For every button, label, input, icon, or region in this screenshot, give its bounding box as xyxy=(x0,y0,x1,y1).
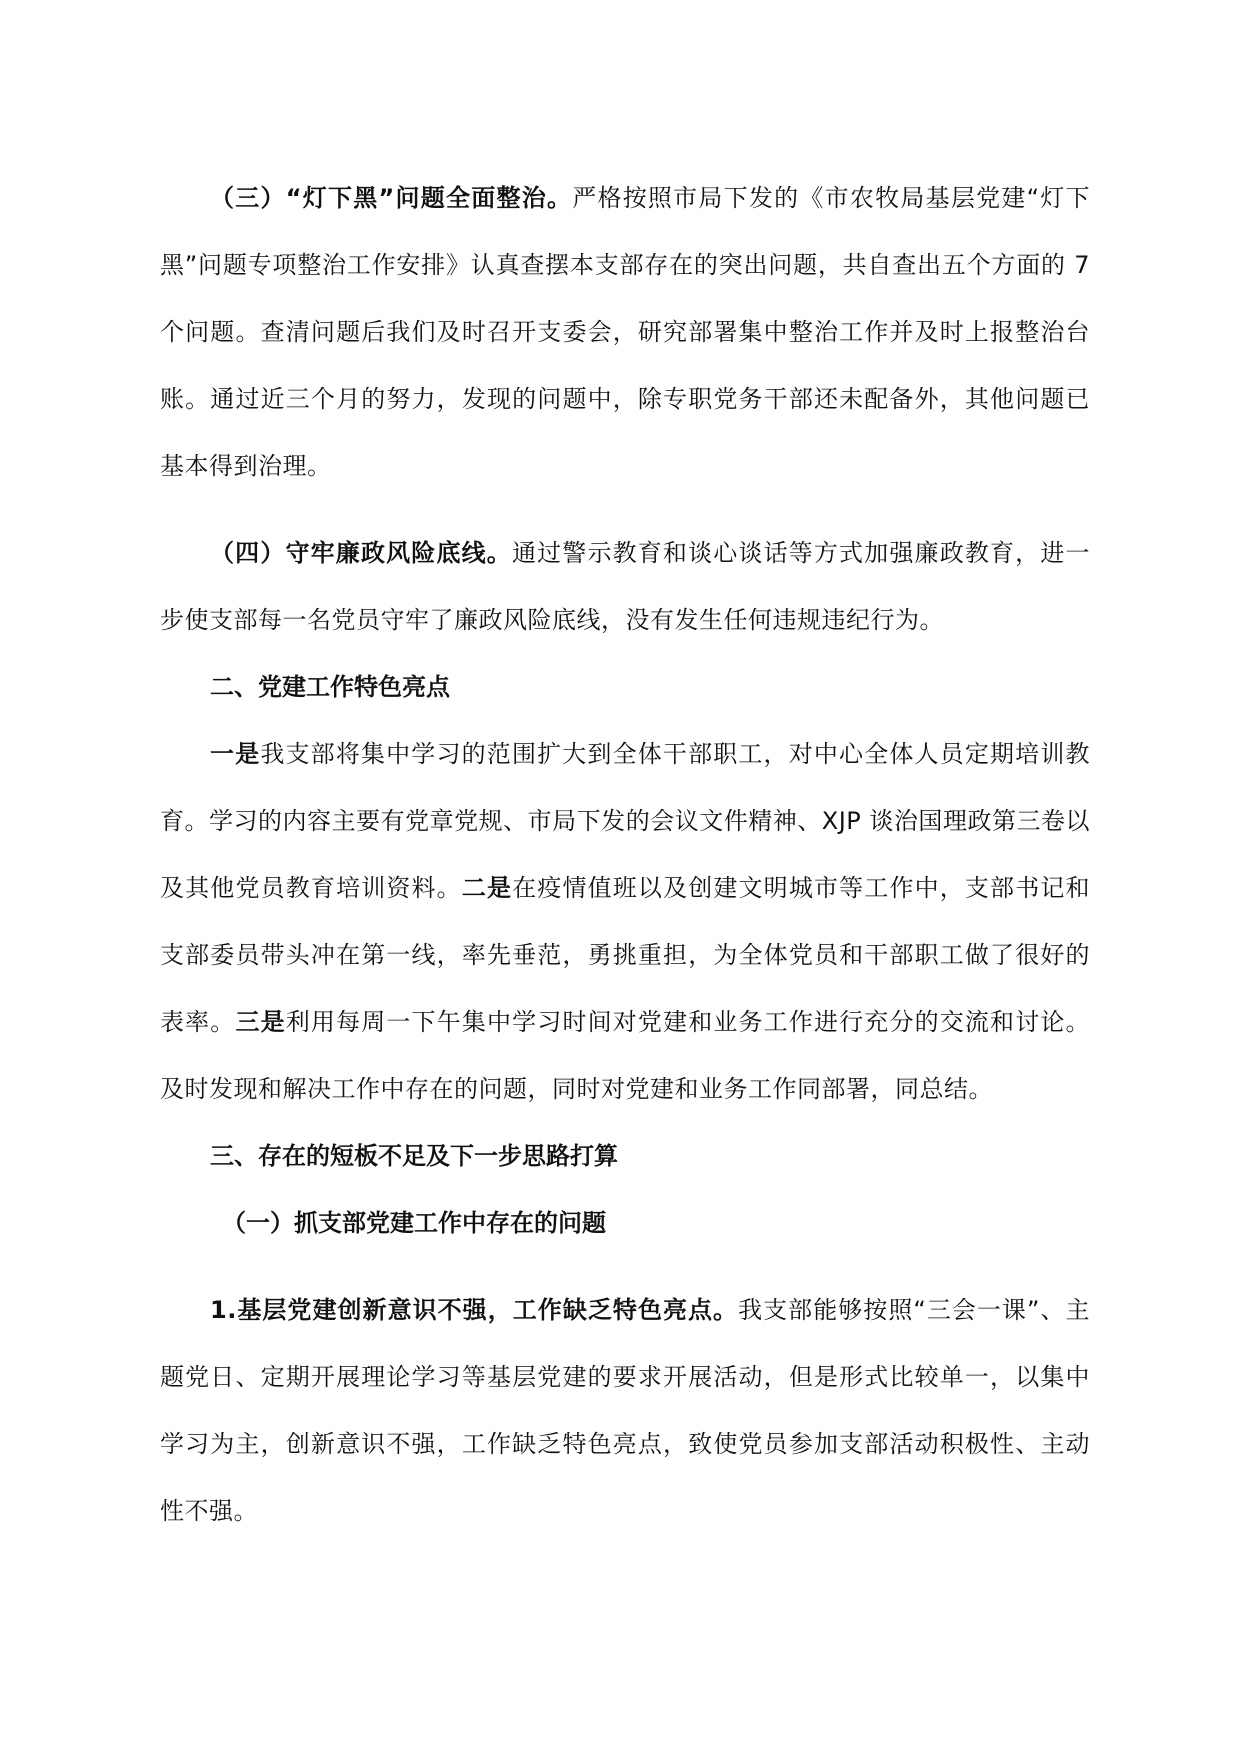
section-4-text: 通过警示教育和谈心谈话等方式加强廉政教育，进一步使支部每一名党员守牢了廉政风险底线，没有发生任何违规违纪行为。 xyxy=(160,539,1091,634)
document-body xyxy=(160,165,1090,1545)
paragraph-item-1 xyxy=(160,1277,1090,1545)
heading-shortcomings-and-plans: 三、存在的短板不足及下一步思路打算 xyxy=(210,1142,618,1170)
paragraph-highlights xyxy=(160,721,1090,1123)
paragraph-section-4 xyxy=(160,520,1090,654)
highlight-one-label: 一是 xyxy=(210,740,261,768)
item-1-lead: 1.基层党建创新意识不强，工作缺乏特色亮点。 xyxy=(210,1296,739,1324)
highlight-one-text: 我支部将集中学习的范围扩大到全体干部职工，对中心全体人员定期培训教育。学习的内容主要有党章党规、市局下发的会议文件精神、XJP 谈治国理政第三卷以及其他党员教育培训资料。 xyxy=(160,740,1091,902)
highlight-two-label: 二是 xyxy=(461,874,513,902)
section-3-lead: （三）“灯下黑”问题全面整治。 xyxy=(210,184,573,212)
subheading-existing-problems: （一）抓支部党建工作中存在的问题 xyxy=(222,1209,606,1237)
highlight-two-text: 在疫情值班以及创建文明城市等工作中，支部书记和支部委员带头冲在第一线，率先垂范，勇挑重担，为全体党员和干部职工做了很好的表率。 xyxy=(160,874,1091,1036)
section-3-text: 严格按照市局下发的《市农牧局基层党建“灯下黑”问题专项整治工作安排》认真查摆本支部存在的突出问题，共自查出五个方面的 7 个问题。查清问题后我们及时召开支委会，研究部署集中整治工作并及时上报整治台账。通过近三个月的努力，发现的问题中，除专职党务干部还未配备外，其他问题已基本得到治理。 xyxy=(160,184,1091,480)
highlight-three-text: 利用每周一下午集中学习时间对党建和业务工作进行充分的交流和讨论。及时发现和解决工作中存在的问题，同时对党建和业务工作同部署，同总结。 xyxy=(160,1008,1091,1103)
heading-party-building-highlights: 二、党建工作特色亮点 xyxy=(210,673,450,701)
highlight-three-label: 三是 xyxy=(235,1008,286,1036)
section-4-lead: （四）守牢廉政风险底线。 xyxy=(210,539,512,567)
paragraph-section-3 xyxy=(160,165,1090,500)
item-1-text: 我支部能够按照“三会一课”、主题党日、定期开展理论学习等基层党建的要求开展活动，但是形式比较单一，以集中学习为主，创新意识不强，工作缺乏特色亮点，致使党员参加支部活动积极性、主动性不强。 xyxy=(160,1296,1090,1525)
